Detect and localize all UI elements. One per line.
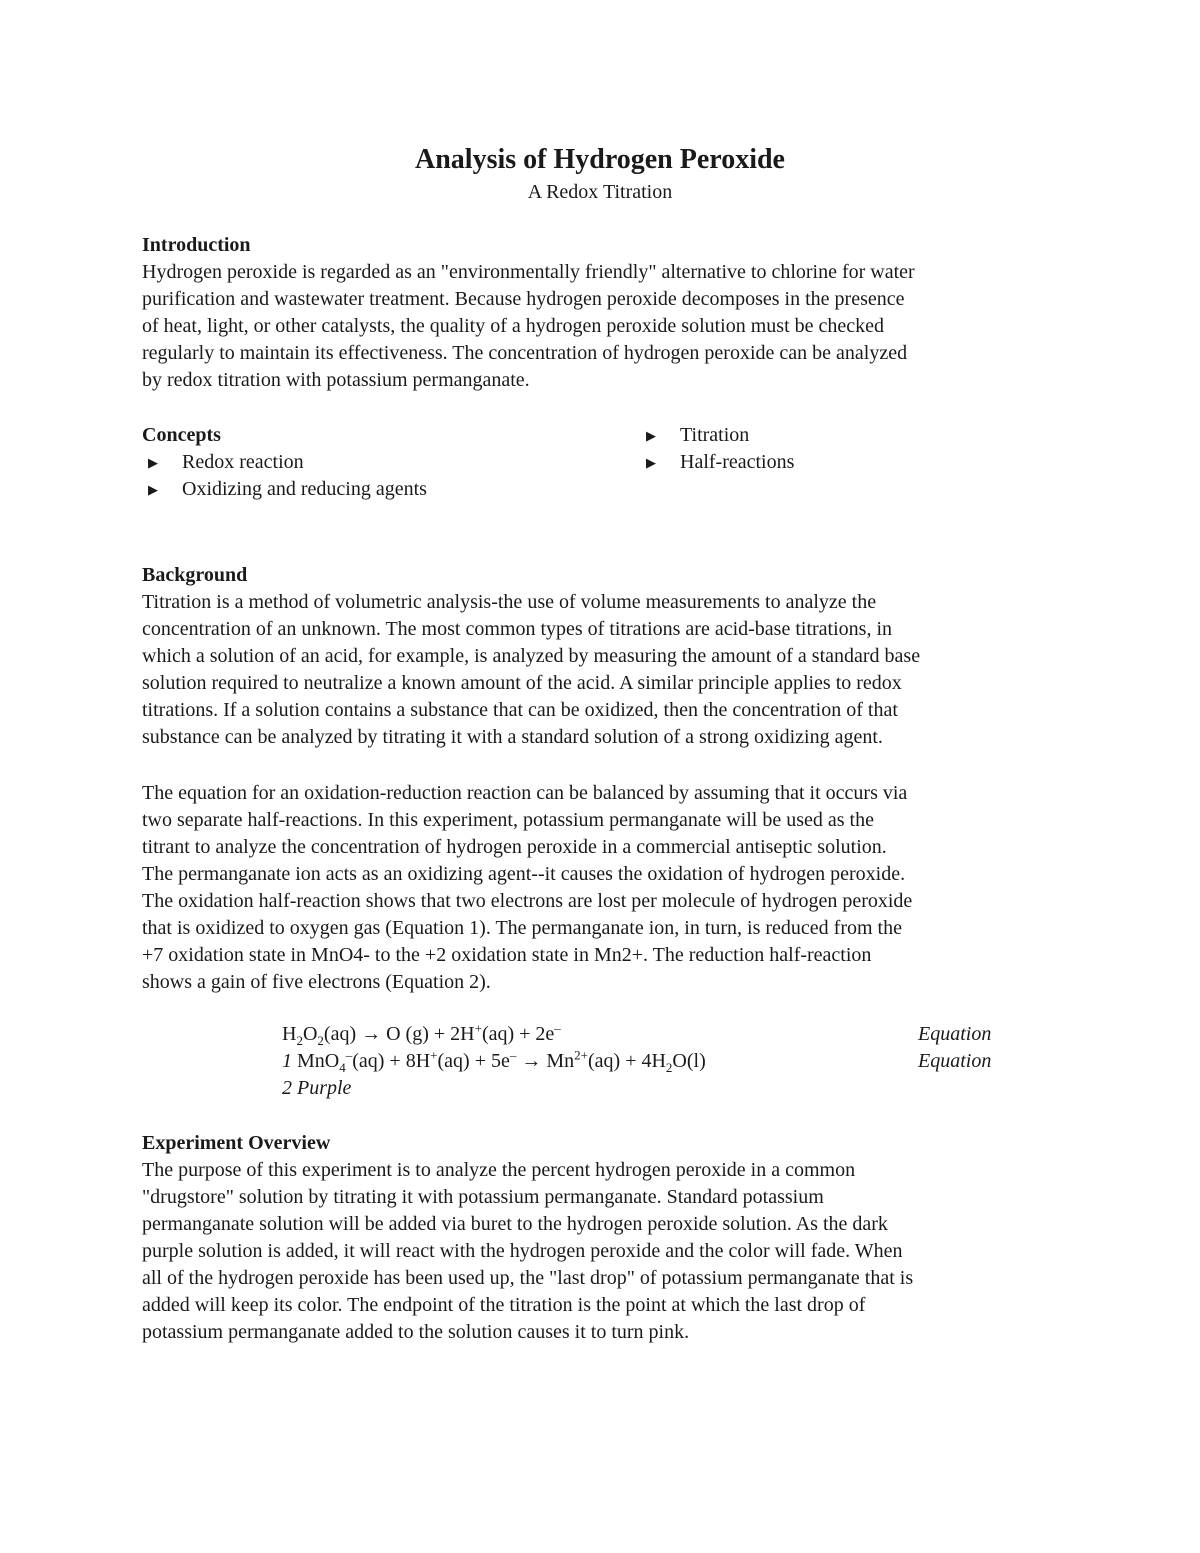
introduction-line: of heat, light, or other catalysts, the quality of a hydrogen peroxide solution must be checked [142, 315, 885, 337]
eq1-rest2: (aq) + 2e [481, 1023, 555, 1045]
introduction-line: by redox titration with potassium permanganate. [142, 369, 530, 391]
concepts-heading: Concepts [142, 424, 221, 446]
background-section [142, 562, 1072, 751]
eq1-sup: + [474, 1020, 482, 1036]
concept-item [142, 476, 427, 503]
concept-label: Titration [680, 424, 750, 446]
background-line: that is oxidized to oxygen gas (Equation 1). The permanganate ion, in turn, is reduced from the [142, 917, 902, 939]
background-paragraph-2 [142, 780, 1072, 996]
introduction-heading: Introduction [142, 234, 251, 256]
introduction-line: Hydrogen peroxide is regarded as an "environmentally friendly" alternative to chlorine for water [142, 261, 915, 283]
background-line: concentration of an unknown. The most common types of titrations are acid-base titrations, in [142, 618, 892, 640]
background-line: which a solution of an acid, for example, is analyzed by measuring the amount of a standard base [142, 645, 921, 667]
equation-3 [282, 1075, 1012, 1102]
background-line: substance can be analyzed by titrating it with a standard solution of a strong oxidizing agent. [142, 726, 883, 748]
overview-line: permanganate solution will be added via buret to the hydrogen peroxide solution. As the dark [142, 1213, 888, 1235]
background-line: The equation for an oxidation-reduction reaction can be balanced by assuming that it occurs via [142, 782, 908, 804]
overview-line: all of the hydrogen peroxide has been used up, the "last drop" of potassium permanganate that is [142, 1267, 914, 1289]
equation-1-text [282, 1021, 561, 1048]
eq2-sup: – [509, 1047, 517, 1063]
overview-line: The purpose of this experiment is to analyze the percent hydrogen peroxide in a common [142, 1159, 856, 1181]
eq2-sub: 4 [339, 1060, 346, 1075]
document-title: Analysis of Hydrogen Peroxide [415, 144, 785, 175]
concept-label: Half-reactions [680, 451, 795, 473]
eq2-sup: – [345, 1047, 353, 1063]
equation-2 [282, 1048, 1012, 1075]
eq1-sub: 2 [296, 1033, 303, 1048]
introduction-section [142, 232, 1072, 394]
document-subtitle: A Redox Titration [527, 181, 673, 203]
eq1-sup: – [554, 1020, 561, 1036]
equation-2-label: Equation [918, 1050, 992, 1072]
eq1-rest: (aq) → O (g) + 2H [323, 1023, 475, 1045]
background-line: The permanganate ion acts as an oxidizing agent--it causes the oxidation of hydrogen peroxide. [142, 863, 906, 885]
eq2-rest2: (aq) + 5e [437, 1050, 510, 1072]
equation-2-text [282, 1048, 706, 1075]
background-line: solution required to neutralize a known amount of the acid. A similar principle applies to redox [142, 672, 902, 694]
eq2-mn: MnO [297, 1050, 340, 1072]
background-line: two separate half-reactions. In this experiment, potassium permanganate will be used as the [142, 809, 874, 831]
overview-line: purple solution is added, it will react with the hydrogen peroxide and the color will fade. When [142, 1240, 903, 1262]
concept-item [142, 449, 427, 476]
background-heading: Background [142, 564, 248, 586]
background-line: +7 oxidation state in MnO4- to the +2 oxidation state in Mn2+. The reduction half-reaction [142, 944, 872, 966]
background-line: The oxidation half-reaction shows that two electrons are lost per molecule of hydrogen peroxide [142, 890, 913, 912]
equation-3-text: 2 Purple [282, 1077, 352, 1099]
overview-line: added will keep its color. The endpoint of the titration is the point at which the last drop of [142, 1294, 866, 1316]
triangle-bullet-icon: ▶ [646, 455, 656, 470]
concept-label: Redox reaction [182, 451, 304, 473]
eq2-rest: (aq) + 8H [352, 1050, 431, 1072]
concept-label: Oxidizing and reducing agents [182, 478, 427, 500]
concepts-left-column [142, 422, 427, 503]
overview-line: potassium permanganate added to the solution causes it to turn pink. [142, 1321, 690, 1343]
overview-line: "drugstore" solution by titrating it with potassium permanganate. Standard potassium [142, 1186, 824, 1208]
concept-item [640, 422, 794, 449]
background-line: shows a gain of five electrons (Equation 2). [142, 971, 491, 993]
background-line: titrations. If a solution contains a substance that can be oxidized, then the concentration of that [142, 699, 898, 721]
introduction-line: purification and wastewater treatment. Because hydrogen peroxide decomposes in the presence [142, 288, 905, 310]
background-line: Titration is a method of volumetric analysis-the use of volume measurements to analyze the [142, 591, 877, 613]
eq2-sup: + [430, 1047, 438, 1063]
eq2-prefix: 1 [282, 1050, 297, 1072]
eq2-arrow: → Mn [516, 1050, 575, 1072]
background-line: titrant to analyze the concentration of hydrogen peroxide in a commercial antiseptic solution. [142, 836, 887, 858]
equation-1 [282, 1021, 1012, 1048]
concepts-section [142, 422, 1072, 512]
eq1-o: O [302, 1023, 318, 1045]
triangle-bullet-icon: ▶ [646, 428, 656, 443]
eq2-sup: 2+ [574, 1047, 588, 1063]
concepts-right-column [640, 422, 794, 476]
overview-section [142, 1130, 1072, 1346]
eq2-rest4: O(l) [672, 1050, 706, 1072]
triangle-bullet-icon: ▶ [148, 455, 158, 470]
equation-1-label: Equation [918, 1023, 992, 1045]
overview-heading: Experiment Overview [142, 1132, 331, 1154]
triangle-bullet-icon: ▶ [148, 482, 158, 497]
introduction-line: regularly to maintain its effectiveness. The concentration of hydrogen peroxide can be analyzed [142, 342, 908, 364]
concept-item [640, 449, 794, 476]
eq2-rest3: (aq) + 4H [588, 1050, 666, 1072]
eq2-sub: 2 [665, 1060, 673, 1075]
eq1-h: H [282, 1023, 297, 1045]
eq1-sub: 2 [317, 1033, 324, 1048]
